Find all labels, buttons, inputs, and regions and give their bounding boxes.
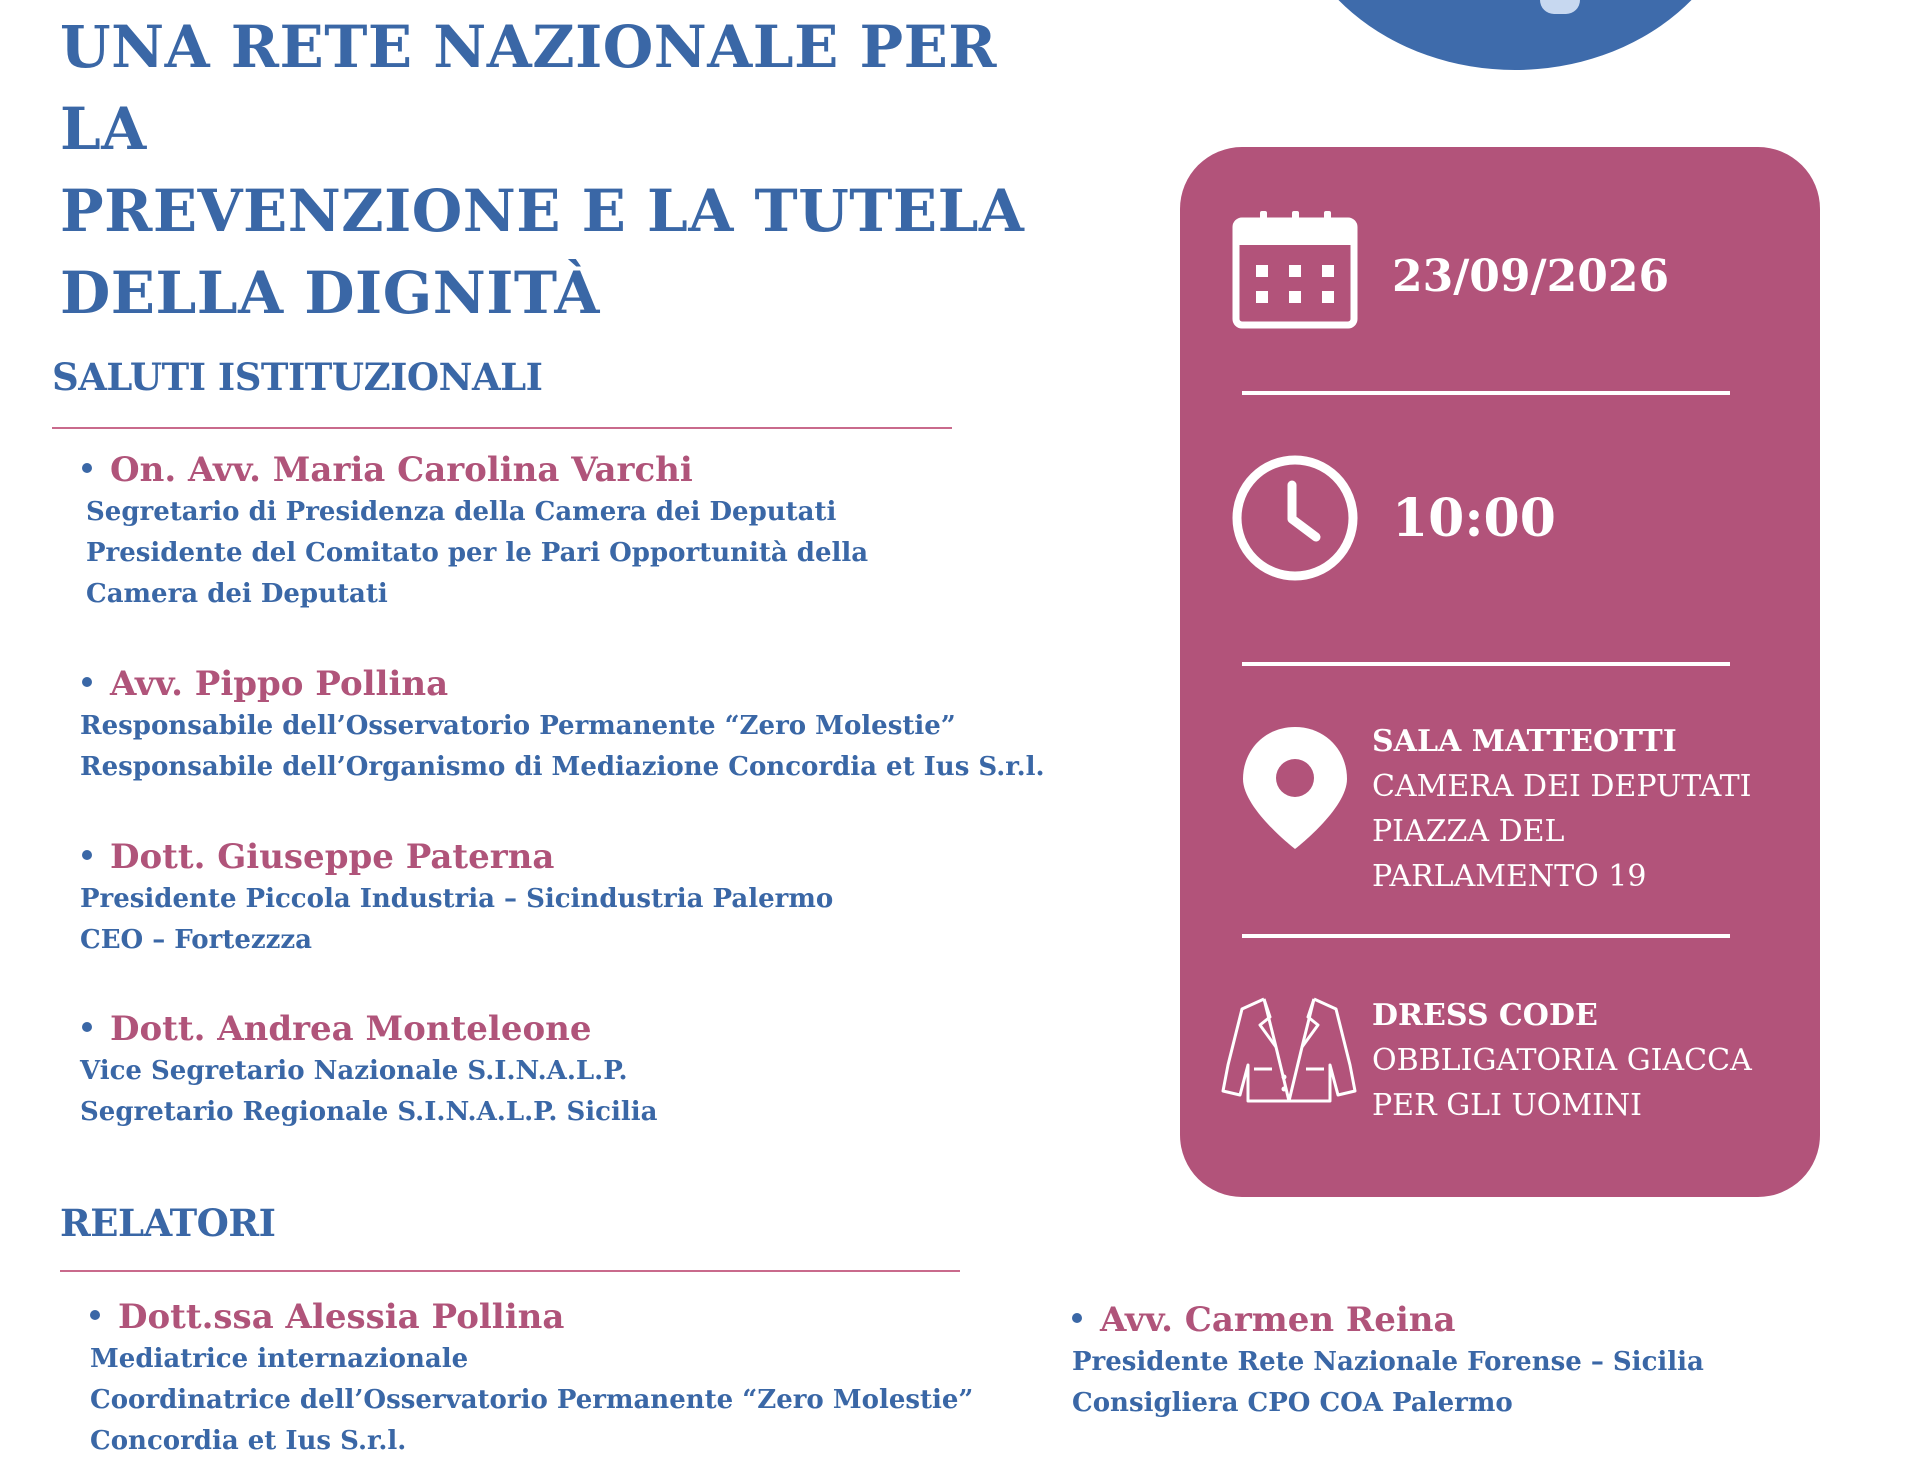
speaker-role: CEO – Fortezzza [80, 925, 313, 955]
speaker-role: Presidente del Comitato per le Pari Opportunità della [86, 538, 869, 568]
speaker-name: Dott.ssa Alessia Pollina [90, 1295, 973, 1339]
relatori-divider [60, 1270, 960, 1272]
calendar-icon [1232, 209, 1358, 329]
speaker-role: Presidente Piccola Industria – Sicindustria Palermo [80, 884, 834, 914]
card-divider [1242, 934, 1730, 938]
speaker-role: Coordinatrice dell’Osservatorio Permanente “Zero Molestie” [90, 1385, 974, 1415]
saluti-heading: SALUTI ISTITUZIONALI [52, 355, 543, 399]
clock-icon [1230, 453, 1360, 583]
dress-code-details [1372, 993, 1752, 1128]
dress-code-label: DRESS CODE [1372, 998, 1598, 1033]
speaker-role: Vice Segretario Nazionale S.I.N.A.L.P. [80, 1056, 628, 1086]
speaker-name: On. Avv. Maria Carolina Varchi [82, 448, 868, 492]
card-divider [1242, 662, 1730, 666]
event-info-card [1180, 147, 1820, 1197]
event-date: 23/09/2026 [1392, 251, 1670, 302]
bullet-icon [1072, 1313, 1082, 1323]
venue-line: CAMERA DEI DEPUTATI [1372, 769, 1752, 804]
speaker-role: Consigliera CPO COA Palermo [1072, 1388, 1513, 1418]
speaker-alessia-pollina [90, 1295, 973, 1462]
dress-code-line: OBBLIGATORIA GIACCA [1372, 1043, 1752, 1078]
speaker-paterna [82, 835, 833, 961]
speaker-role: Mediatrice internazionale [90, 1344, 469, 1374]
speaker-monteleone [82, 1007, 657, 1133]
speaker-role: Camera dei Deputati [86, 579, 388, 609]
dress-code-line: PER GLI UOMINI [1372, 1088, 1643, 1123]
speaker-role: Segretario Regionale S.I.N.A.L.P. Sicilia [80, 1097, 658, 1127]
title-line: DELLA DIGNITÀ [60, 259, 600, 327]
venue-line: PIAZZA DEL [1372, 814, 1565, 849]
card-divider [1242, 391, 1730, 395]
speaker-role: Responsabile dell’Organismo di Mediazione Concordia et Ius S.r.l. [80, 752, 1045, 782]
relatori-heading: RELATORI [60, 1201, 276, 1245]
speaker-role: Responsabile dell’Osservatorio Permanente “Zero Molestie” [80, 711, 956, 741]
jacket-icon [1220, 995, 1358, 1107]
speaker-name: Dott. Giuseppe Paterna [82, 835, 833, 879]
venue-name: SALA MATTEOTTI [1372, 724, 1677, 759]
location-pin-icon [1240, 725, 1350, 851]
bullet-icon [82, 1022, 92, 1032]
bullet-icon [82, 677, 92, 687]
bullet-icon [90, 1310, 100, 1320]
speaker-role: Concordia et Ius S.r.l. [90, 1426, 407, 1456]
speaker-name: Avv. Carmen Reina [1072, 1298, 1704, 1342]
speaker-name: Avv. Pippo Pollina [82, 662, 1045, 706]
venue-details [1372, 719, 1752, 899]
speaker-name: Dott. Andrea Monteleone [82, 1007, 657, 1051]
venue-line: PARLAMENTO 19 [1372, 859, 1647, 894]
speaker-carmen-reina [1072, 1298, 1704, 1424]
speaker-role: Presidente Rete Nazionale Forense – Sicilia [1072, 1347, 1704, 1377]
speaker-varchi [82, 448, 868, 615]
decorative-logo-circle [1285, 0, 1745, 70]
speaker-role: Segretario di Presidenza della Camera dei Deputati [86, 497, 837, 527]
bullet-icon [82, 850, 92, 860]
title-line: UNA RETE NAZIONALE PER LA [60, 13, 997, 163]
speaker-pippo-pollina [82, 662, 1045, 788]
title-line: PREVENZIONE E LA TUTELA [60, 177, 1025, 245]
bullet-icon [82, 463, 92, 473]
event-title [60, 6, 1100, 334]
event-time: 10:00 [1392, 488, 1556, 549]
saluti-divider [52, 427, 952, 429]
